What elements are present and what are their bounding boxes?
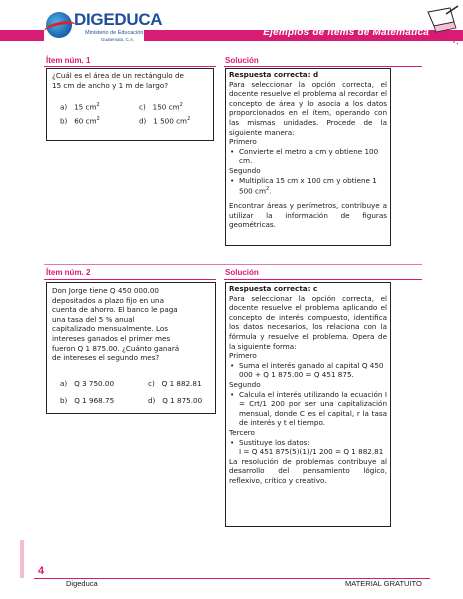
option-b: b) 60 $cm^2$ bbox=[60, 116, 100, 126]
option-c: c) Q 1 882.81 bbox=[148, 379, 202, 388]
answer: Respuesta correcta: c bbox=[229, 284, 318, 293]
step-title: Segundo bbox=[229, 165, 261, 175]
option-b: b) Q 1 968.75 bbox=[60, 396, 115, 405]
step-bullet: • Convierte el metro a cm y obtiene 100 cm. bbox=[229, 147, 387, 166]
item2-solution-heading: Solución bbox=[225, 268, 259, 277]
logo-location: Guatemala, C.A. bbox=[101, 37, 135, 42]
footer-right: MATERIAL GRATUITO bbox=[345, 579, 422, 588]
question-line: ¿Cuál es el área de un rectángulo de bbox=[52, 71, 184, 80]
option-d: d) Q 1 875.00 bbox=[148, 396, 203, 405]
step-title: Primero bbox=[229, 351, 257, 361]
item1-solution-heading: Solución bbox=[225, 56, 259, 65]
question-line: 15 cm de ancho y 1 m de largo? bbox=[52, 80, 169, 90]
closing: La resolución de problemas contribuye al desarrollo del pensamiento lógico, reflexivo, crítico y creativo. bbox=[229, 456, 387, 485]
pencil-hand-icon bbox=[420, 4, 460, 46]
explanation: Para seleccionar la opción correcta, el docente resuelve el problema aplicando el concepto de interés compuesto, identifica los datos necesarios, los relaciona con la fórmula y resuelve el problema. Opera de la siguiente forma: bbox=[229, 293, 387, 351]
section-separator bbox=[44, 264, 422, 265]
item2-solution-box bbox=[225, 282, 391, 527]
item2-solution-rule bbox=[224, 279, 422, 280]
closing: Encontrar áreas y perímetros, contribuye a utilizar la información de figuras geométricas. bbox=[229, 201, 387, 230]
item2-heading: Ítem núm. 2 bbox=[46, 268, 91, 277]
footer-accent bbox=[20, 540, 24, 578]
step-title: Primero bbox=[229, 137, 257, 147]
item1-solution-rule bbox=[224, 66, 422, 67]
step-title: Segundo bbox=[229, 379, 261, 389]
item2-heading-rule bbox=[44, 279, 216, 280]
option-d: d) 1 500 $cm^2$ bbox=[139, 116, 191, 126]
header-title: Ejemplos de ítems de Matemática bbox=[263, 27, 429, 38]
logo-subtitle: Ministerio de Educación bbox=[85, 30, 144, 36]
item1-solution-box bbox=[225, 68, 391, 246]
page-number: 4 bbox=[38, 565, 45, 577]
item2-question: Don Jorge tiene Q 450 000.00 depositados a plazo fijo en una cuenta de ahorro. El banco le paga una tasa del 5 % anual capitalizado mensualmente. Los intereses ganados el primer mes fueron Q 1 875.00. ¿Cuánto ganará de intereses el segundo mes? bbox=[52, 286, 180, 363]
formula: I = Q 451 875(5)(1)/1 200 = Q 1 882.81 bbox=[239, 447, 384, 457]
step-title: Tercero bbox=[229, 427, 255, 437]
item1-solution-text bbox=[229, 70, 387, 230]
option-a: a) 15 $cm^2$ bbox=[60, 102, 100, 112]
answer: Respuesta correcta: d bbox=[229, 70, 319, 79]
item2-solution-text bbox=[229, 284, 387, 485]
item1-question-box bbox=[46, 68, 214, 141]
item1-question bbox=[52, 71, 212, 90]
footer-left: Digeduca bbox=[66, 579, 98, 588]
item2-question-box bbox=[46, 282, 216, 414]
option-c: c) 150 $cm^2$ bbox=[139, 102, 183, 112]
step-bullet: • Sustituye los datos: bbox=[229, 438, 387, 448]
option-a: a) Q 3 750.00 bbox=[60, 379, 115, 388]
step-bullet: • Calcula el interés utilizando la ecuación I = Crt/1 200 por ser una capitalización mensual, donde C es el capital, r la tasa de interés y t el tiempo. bbox=[229, 390, 387, 428]
step-bullet: • Multiplica 15 cm x 100 cm y obtiene 1 500 $cm^2$. bbox=[229, 176, 387, 197]
explanation: Para seleccionar la opción correcta, el docente resuelve el problema al recordar el concepto de área y lo asocia a los datos proporcionados en el ítem, operando con las mismas unidades. Procede de la siguiente manera: bbox=[229, 79, 387, 137]
step-bullet: • Suma el interés ganado al capital Q 450 000 + Q 1 875.00 = Q 451 875. bbox=[229, 361, 387, 380]
item1-heading-rule bbox=[44, 66, 216, 67]
item1-heading: Ítem núm. 1 bbox=[46, 56, 91, 65]
logo-text: DIGEDUCA bbox=[74, 10, 163, 29]
